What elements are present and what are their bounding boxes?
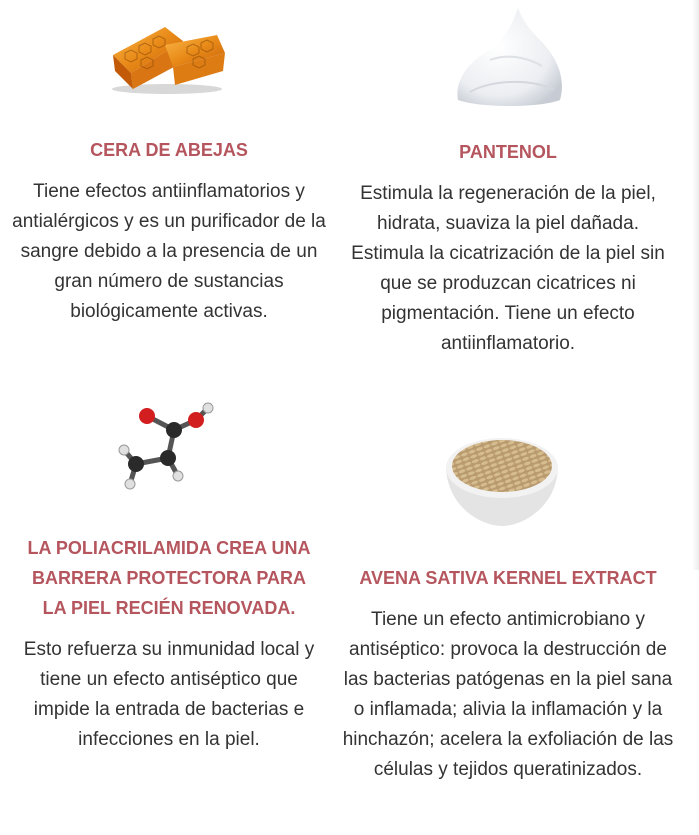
ingredient-title: LA POLIACRILAMIDA CREA UNA BARRERA PROTECTORA PARA LA PIEL RECIÉN RENOVADA. xyxy=(27,538,311,618)
ingredient-card-panthenol xyxy=(344,137,672,359)
ingredient-description: Esto refuerza su inmunidad local y tiene un efecto antiséptico que impide la entrada de bacterias e infecciones en la piel. xyxy=(23,639,315,750)
ingredient-card-oat-extract xyxy=(342,563,674,785)
molecule-image xyxy=(112,398,222,498)
ingredient-title: CERA DE ABEJAS xyxy=(90,140,248,160)
ingredient-card-beeswax xyxy=(0,135,338,327)
ingredient-description: Tiene un efecto antimicrobiano y antiséptico: provoca la destrucción de las bacterias patógenas en la piel sana o inflamada; alivia la inflamación y la hinchazón; acelera la exfoliación de las células y tejidos queratinizados. xyxy=(342,609,674,780)
honeycomb-image xyxy=(105,15,230,95)
ingredient-card-polyacrylamide xyxy=(0,533,338,755)
ingredient-description: Tiene efectos antiinflamatorios y antialérgicos y es un purificador de la sangre debido a la presencia de un gran número de sustancias biológicamente activas. xyxy=(12,181,326,322)
right-edge-shade xyxy=(692,0,699,570)
ingredient-description: Estimula la regeneración de la piel, hidrata, suaviza la piel dañada. Estimula la cicatrización de la piel sin que se produzcan cicatrices ni pigmentación. Tiene un efecto antiinflamatorio. xyxy=(351,183,665,354)
oat-bowl-image xyxy=(442,428,562,528)
ingredient-title: AVENA SATIVA KERNEL EXTRACT xyxy=(359,568,657,588)
cream-swirl-image xyxy=(450,0,570,110)
ingredient-title: PANTENOL xyxy=(459,142,557,162)
